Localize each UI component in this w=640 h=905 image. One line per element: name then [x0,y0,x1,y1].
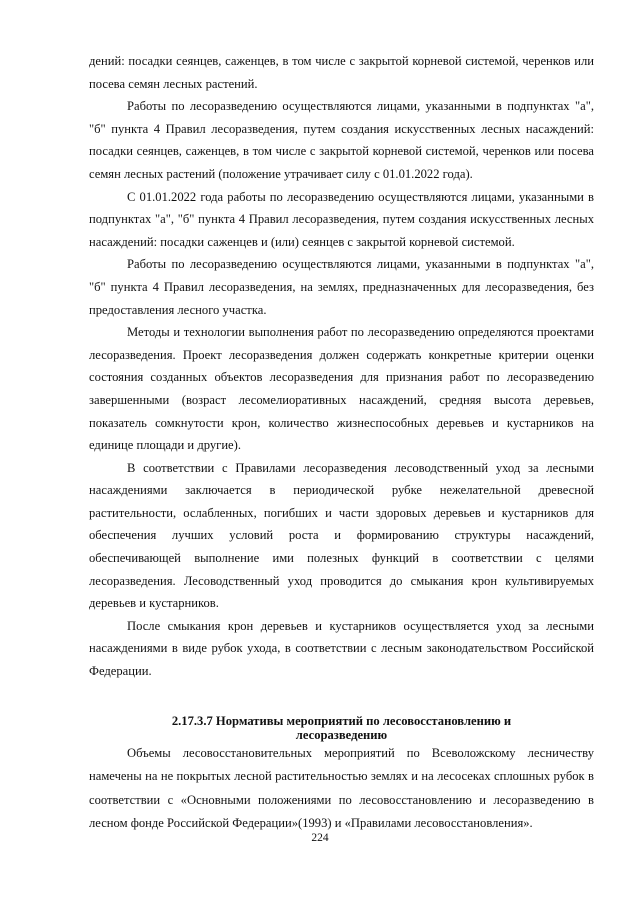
paragraph: После смыкания крон деревьев и кустарников осуществляется уход за лесными насаждениями в виде рубок ухода, в соответствии с лесным законодательством Российской Федерации. [89,618,594,679]
paragraph: Работы по лесоразведению осуществляются лицами, указанными в подпунктах "а", "б" пункта 4 Правил лесоразведения, путем создания искусственных лесных насаждений: посадки сеянцев, саженцев, в том числе с закрытой корневой системой, черенков или посева семян лесных растений (положение утрачивает силу с 01.01.2022 года). [89,99,594,181]
page-number: 224 [311,832,329,844]
paragraph: Работы по лесоразведению осуществляются лицами, указанными в подпунктах "а", "б" пункта 4 Правил лесоразведения, на землях, предназначенных для лесоразведения, без предоставления лесного участка. [89,257,594,317]
paragraph-continuation: дений: посадки сеянцев, саженцев, в том числе с закрытой корневой системой, черенков или посева семян лесных растений. [89,54,594,91]
paragraph: Объемы лесовосстановительных мероприятий по Всеволожскому лесничеству намечены на не покрытых лесной растительностью землях и на лесосеках сплошных рубок в соответствии с «Основными положениями по лесовосстановлению и лесоразведению в лесном фонде Российской Федерации»(1993) и «Правилами лесовосстановления». [89,745,594,831]
paragraph: С 01.01.2022 года работы по лесоразведению осуществляются лицами, указанными в подпунктах "а", "б" пункта 4 Правил лесоразведения, путем создания искусственных лесных насаждений: посадки саженцев и (или) сеянцев с закрытой корневой системой. [89,189,594,249]
section-heading: 2.17.3.7 Нормативы мероприятий по лесовосстановлению и лесоразведению [171,713,512,742]
paragraph: Методы и технологии выполнения работ по лесоразведению определяются проектами лесоразведения. Проект лесоразведения должен содержать конкретные критерии оценки состояния созданных объектов лесоразведения для признания работ по лесоразведению завершенными (возраст лесомелиоративных насаждений, средняя высота деревьев, показатель сомкнутости крон, количество жизнеспособных деревьев и кустарников на единице площади и другие). [89,325,594,453]
paragraph: В соответствии с Правилами лесоразведения лесоводственный уход за лесными насаждениями заключается в периодической рубке нежелательной древесной растительности, ослабленных, погибших и части здоровых деревьев и кустарников для обеспечения лучших условий роста и формированию структуры насаждений, обеспечивающей выполнение ими полезных функций в соответствии с целями лесоразведения. Лесоводственный уход проводится до смыкания крон культивируемых деревьев и кустарников. [89,460,594,611]
document-page [89,50,594,836]
